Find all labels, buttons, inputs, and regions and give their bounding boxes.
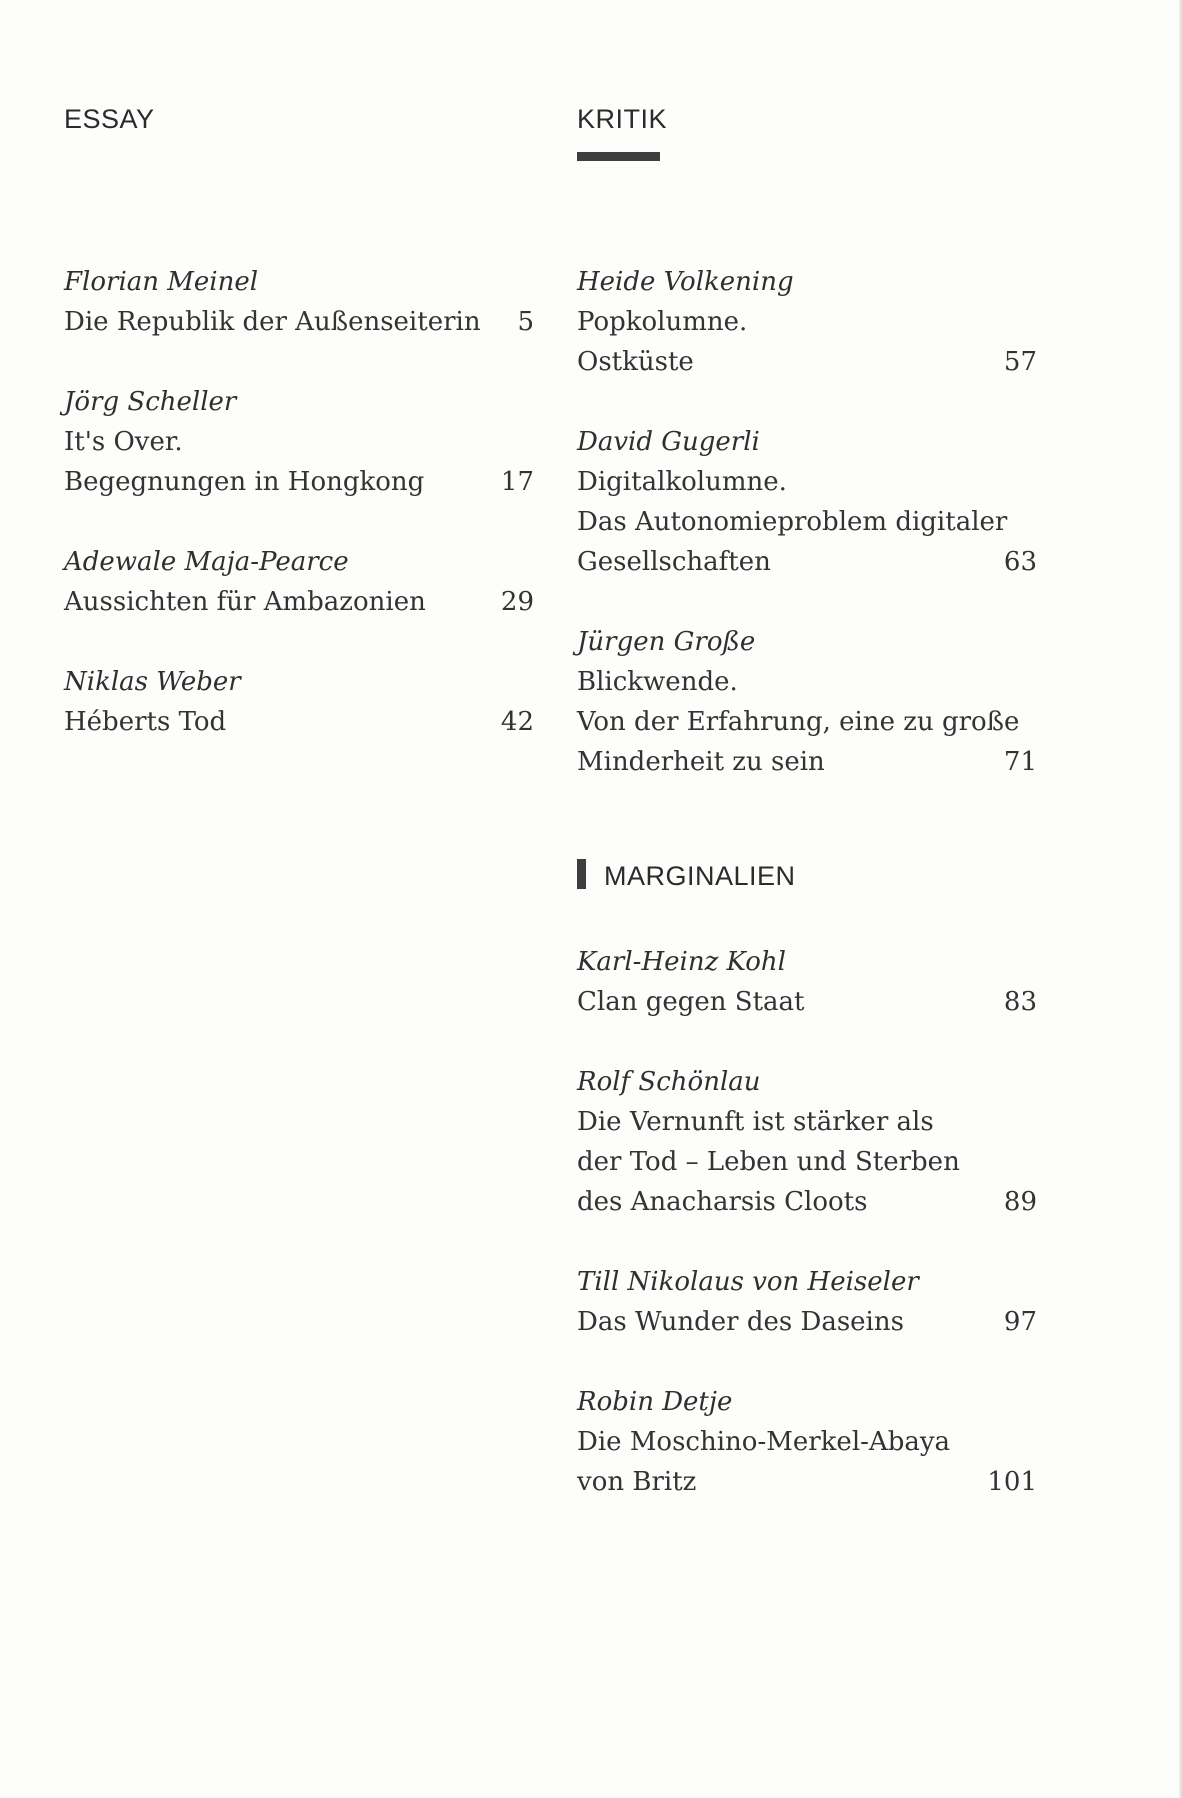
entry-title-line [577, 1182, 1037, 1222]
toc-entry [577, 1382, 1037, 1502]
page-number: 89 [1003, 1187, 1037, 1217]
entry-title-line [577, 542, 1037, 582]
entry-title-line [577, 1302, 1037, 1342]
toc-entry [577, 622, 1037, 782]
entry-title: Das Wunder des Daseins [577, 1307, 904, 1337]
heading-label: MARGINALIEN [604, 861, 796, 891]
entry-title: Die Republik der Außenseiterin [64, 307, 481, 337]
toc-entry [64, 542, 534, 622]
entry-title-line [64, 702, 534, 742]
entry-title-line [64, 582, 534, 622]
page-number: 63 [1003, 547, 1037, 577]
toc-entry [577, 942, 1037, 1022]
page-number: 101 [987, 1467, 1037, 1497]
page-number: 71 [1003, 747, 1037, 777]
entry-title: Ostküste [577, 347, 694, 377]
entry-title: Clan gegen Staat [577, 987, 805, 1017]
entry-author: Heide Volkening [577, 267, 794, 297]
section-heading-kritik: KRITIK [577, 104, 668, 134]
entry-title-line: Digitalkolumne. [577, 467, 787, 497]
section-heading-essay: ESSAY [64, 104, 155, 134]
entry-title-line: Die Vernunft ist stärker als [577, 1107, 934, 1137]
page-number: 42 [500, 707, 534, 737]
entry-title-line: It's Over. [64, 427, 183, 457]
entry-author: Robin Detje [577, 1387, 733, 1417]
entry-title-line: Das Autonomieproblem digitaler [577, 507, 1008, 537]
entry-title: von Britz [577, 1467, 697, 1497]
entry-title-line [577, 342, 1037, 382]
heading-marker-bar [577, 859, 586, 889]
entry-author: Jürgen Große [577, 627, 756, 657]
entry-title-line: Blickwende. [577, 667, 738, 697]
entry-title-line [577, 742, 1037, 782]
entry-title-line: Popkolumne. [577, 307, 748, 337]
entry-title: Aussichten für Ambazonien [64, 587, 426, 617]
page-number: 5 [517, 307, 534, 337]
entry-title-line [64, 302, 534, 342]
entry-title-line [577, 1462, 1037, 1502]
toc-entry [577, 422, 1037, 582]
entry-author: Rolf Schönlau [577, 1067, 761, 1097]
entry-author: David Gugerli [577, 427, 760, 457]
entry-title-line: Von der Erfahrung, eine zu große [577, 707, 1020, 737]
entry-title: Héberts Tod [64, 707, 227, 737]
entry-title: Gesellschaften [577, 547, 771, 577]
section-heading-marginalien [577, 859, 796, 892]
entry-author: Adewale Maja-Pearce [64, 547, 349, 577]
heading-underbar [577, 152, 660, 161]
toc-entry [64, 262, 534, 342]
page-number: 57 [1003, 347, 1037, 377]
entry-title: Begegnungen in Hongkong [64, 467, 425, 497]
entry-author: Till Nikolaus von Heiseler [577, 1267, 919, 1297]
entry-author: Jörg Scheller [64, 387, 237, 417]
toc-entry [64, 382, 534, 502]
entry-author: Karl-Heinz Kohl [577, 947, 786, 977]
entry-title: des Anacharsis Cloots [577, 1187, 868, 1217]
entry-title-line: Die Moschino-Merkel-Abaya [577, 1427, 951, 1457]
page-number: 83 [1003, 987, 1037, 1017]
toc-entry [577, 262, 1037, 382]
toc-entry [64, 662, 534, 742]
page-number: 97 [1003, 1307, 1037, 1337]
entry-title-line [577, 982, 1037, 1022]
entry-author: Florian Meinel [64, 267, 259, 297]
toc-entry [577, 1262, 1037, 1342]
page-number: 29 [500, 587, 534, 617]
entry-title-line [64, 462, 534, 502]
toc-entry [577, 1062, 1037, 1222]
entry-author: Niklas Weber [64, 667, 241, 697]
entry-title-line: der Tod – Leben und Sterben [577, 1147, 960, 1177]
entry-title: Minderheit zu sein [577, 747, 825, 777]
page-number: 17 [500, 467, 534, 497]
